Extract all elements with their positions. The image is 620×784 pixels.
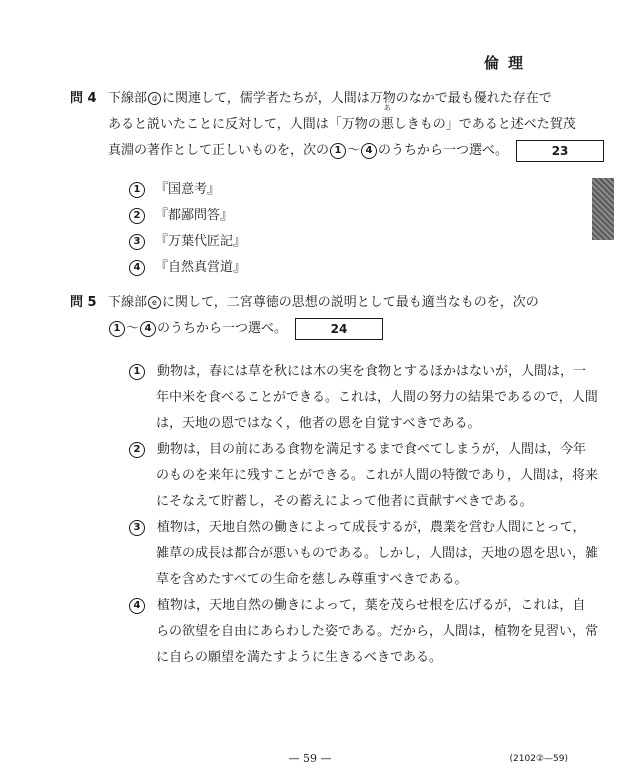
option-item (128, 515, 599, 593)
option-text: らの欲望を自由にあらわした姿である。だから，人間は，植物を見習い，常 (156, 624, 599, 639)
choice-item (128, 255, 246, 281)
option-text: 雑草の成長は都合が悪いものである。しかし，人間は，天地の恩を思い，雑 (156, 546, 599, 561)
choice-text: 『国意考』 (155, 182, 221, 197)
option-number: 4 (129, 598, 145, 614)
option-line (128, 593, 586, 619)
option-item (128, 437, 599, 515)
subject-title: 倫理 (483, 54, 532, 72)
ruby-emphasis (380, 104, 394, 138)
q4-text: に関連して，儒学者たちが，人間は万物のなかで最も優れた存在で (162, 91, 552, 106)
option-text: にそなえて貯蓄し，その蓄えによって他者に貢献すべきである。 (156, 494, 533, 509)
ruby-base: 悪 (380, 117, 394, 132)
q4-text: 真淵の著作として正しいものを，次の (108, 143, 330, 158)
choice-number: 4 (129, 260, 145, 276)
q4-line-1 (70, 86, 560, 112)
option-number: 3 (129, 520, 145, 536)
option-text: 植物は，天地自然の働きによって，葉を茂らせ根を広げるが，これは，自 (157, 598, 586, 613)
question-4 (70, 86, 576, 164)
option-text: のものを来年に残すことができる。これが人間の特徴であり，人間は，将来 (156, 468, 599, 483)
option-text: 草を含めたすべての生命を慈しみ尊重すべきである。 (156, 572, 468, 587)
choice-number: 1 (129, 182, 145, 198)
range-to-mark: 4 (140, 321, 156, 337)
section-tab-marker (592, 178, 614, 240)
choice-text: 『都鄙問答』 (155, 208, 234, 223)
option-text: 年中米を食べることができる。これは，人間の努力の結果であるので，人間 (156, 390, 598, 405)
ruby-reading: あ (383, 104, 391, 112)
q4-text: あると説いたことに反対して，人間は「万物の (108, 117, 381, 132)
option-item (128, 359, 598, 437)
option-line (128, 359, 587, 385)
q5-number: 問 5 (70, 295, 97, 310)
option-text: 動物は，目の前にある食物を満足するまで食べてしまうが，人間は，今年 (157, 442, 587, 457)
q4-text: しきもの」であると述べた賀茂 (393, 117, 576, 132)
q5-text: 下線部 (108, 295, 148, 310)
option-number: 1 (129, 364, 145, 380)
choice-item (128, 177, 246, 203)
underline-mark-e: e (148, 296, 161, 309)
option-text: 動物は，春には草を秋には木の実を食物とするほかはないが，人間は，一 (157, 364, 587, 379)
choice-item (128, 203, 246, 229)
option-text: に自らの願望を満たすように生きるべきである。 (156, 650, 443, 665)
choice-item (128, 229, 246, 255)
q5-options (128, 359, 599, 671)
q4-text: 下線部 (108, 91, 148, 106)
range-separator: ～ (126, 321, 140, 336)
option-line (128, 515, 586, 541)
range-from-mark: 1 (109, 321, 125, 337)
choice-number: 2 (129, 208, 145, 224)
q5-line-2 (70, 316, 560, 342)
answer-box-23: 23 (516, 140, 604, 162)
q5-line-1 (70, 290, 560, 316)
q4-text: のうちから一つ選べ。 (378, 143, 509, 158)
option-text: は，天地の恩ではなく，他者の恩を自覚すべきである。 (156, 416, 481, 431)
range-to-mark: 4 (361, 143, 377, 159)
q5-text: のうちから一つ選べ。 (157, 321, 288, 336)
q4-number: 問 4 (70, 91, 97, 106)
choice-number: 3 (129, 234, 145, 250)
underline-mark-d: d (148, 92, 161, 105)
choice-text: 『自然真営道』 (155, 260, 247, 275)
q4-choices (128, 177, 246, 281)
option-line (128, 437, 587, 463)
page-number: — 59 — (288, 752, 332, 765)
choice-text: 『万葉代匠記』 (155, 234, 247, 249)
range-separator: ～ (347, 143, 361, 158)
range-from-mark: 1 (330, 143, 346, 159)
option-number: 2 (129, 442, 145, 458)
option-item (128, 593, 599, 671)
q4-line-3 (70, 138, 569, 164)
question-5 (70, 290, 560, 342)
q5-text: に関して，二宮尊徳の思想の説明として最も適当なものを，次の (162, 295, 539, 310)
option-text: 植物は，天地自然の働きによって成長するが，農業を営む人間にとって， (157, 520, 586, 535)
q4-line-2 (70, 104, 576, 138)
answer-box-24: 24 (295, 318, 383, 340)
exam-code: (2102②—59) (509, 754, 568, 764)
